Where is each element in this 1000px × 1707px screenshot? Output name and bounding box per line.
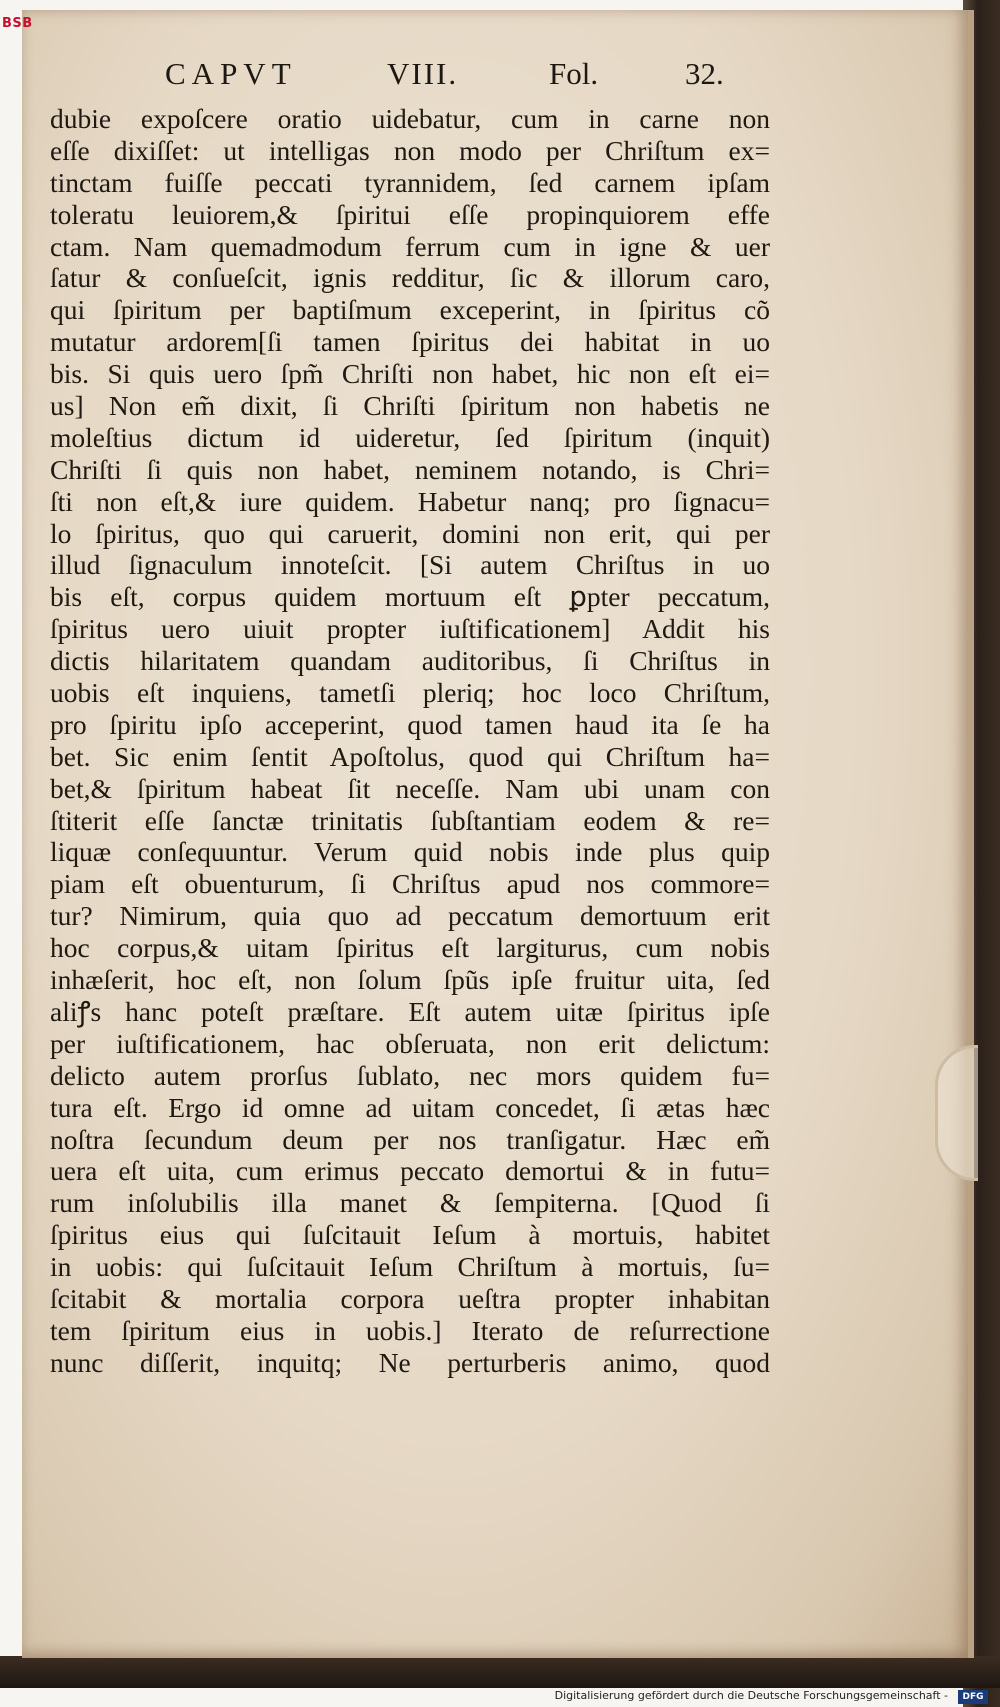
text-line: ſpiritus eius qui ſuſcitauit Ieſum à mortuis, habitet bbox=[50, 1219, 770, 1251]
text-line: hoc corpus,& uitam ſpiritus eſt largiturus, cum nobis bbox=[50, 932, 770, 964]
text-line: inhæſerit, hoc eſt, non ſolum ſpũs ipſe fruitur uita, ſed bbox=[50, 964, 770, 996]
text-line: bet. Sic enim ſentit Apoſtolus, quod qui Chriſtum ha= bbox=[50, 740, 770, 772]
dfg-logo: DFG bbox=[958, 1690, 988, 1704]
text-line: toleratu leuiorem,& ſpiritui eſſe propinquiorem effe bbox=[50, 198, 770, 230]
text-line: eſſe dixiſſet: ut intelligas non modo per Chriſtum ex= bbox=[50, 134, 770, 166]
text-line: ſatur & conſueſcit, ignis redditur, ſic & illorum caro, bbox=[50, 262, 770, 294]
text-line: bis eſt, corpus quidem mortuum eſt ꝑpter peccatum, bbox=[50, 581, 770, 613]
page-number: 32. bbox=[685, 56, 724, 91]
text-line: piam eſt obuenturum, ſi Chriſtus apud nos commore= bbox=[50, 868, 770, 900]
text-line: tura eſt. Ergo id omne ad uitam concedet, ſi ætas hæc bbox=[50, 1091, 770, 1123]
text-line: dictis hilaritatem quandam auditoribus, ſi Chriſtus in bbox=[50, 645, 770, 677]
text-line: us] Non em̃ dixit, ſi Chriſti ſpiritum non habetis ne bbox=[50, 390, 770, 422]
text-line: lo ſpiritus, quo qui caruerit, domini non erit, qui per bbox=[50, 517, 770, 549]
text-line: illud ſignaculum innoteſcit. [Si autem Chriſtus in uo bbox=[50, 549, 770, 581]
text-line: tem ſpiritum eius in uobis.] Iterato de reſurrectione bbox=[50, 1314, 770, 1346]
folio-label: Fol. bbox=[549, 56, 599, 91]
text-line: ſcitabit & mortalia corpora ueſtra propter inhabitan bbox=[50, 1282, 770, 1314]
page-clasp bbox=[935, 1045, 978, 1181]
text-line: uera eſt uita, cum erimus peccato demortui & in futu= bbox=[50, 1155, 770, 1187]
text-line: qui ſpiritum per baptiſmum exceperint, in ſpiritus cõ bbox=[50, 294, 770, 326]
chapter-label: CAPVT bbox=[165, 56, 297, 91]
text-line: aliꝭs hanc poteſt præſtare. Eſt autem uitæ ſpiritus ipſe bbox=[50, 995, 770, 1027]
body-text bbox=[50, 103, 770, 1379]
text-line: Chriſti ſi quis non habet, neminem notando, is Chri= bbox=[50, 453, 770, 485]
text-line: uobis eſt inquiens, tametſi pleriq; hoc loco Chriſtum, bbox=[50, 677, 770, 709]
text-line: rum inſolubilis illa manet & ſempiterna. [Quod ſi bbox=[50, 1187, 770, 1219]
text-line: in uobis: qui ſuſcitauit Ieſum Chriſtum à mortuis, ſu= bbox=[50, 1251, 770, 1283]
text-line: ſpiritus uero uiuit propter iuſtificationem] Addit his bbox=[50, 613, 770, 645]
running-head bbox=[165, 56, 745, 96]
text-line: tur? Nimirum, quia quo ad peccatum demortuum erit bbox=[50, 900, 770, 932]
text-line: ſtiterit eſſe ſanctæ trinitatis ſubſtantiam eodem & re= bbox=[50, 804, 770, 836]
text-line: mutatur ardorem[ſi tamen ſpiritus dei habitat in uo bbox=[50, 326, 770, 358]
text-line: bet,& ſpiritum habeat ſit neceſſe. Nam ubi unam con bbox=[50, 772, 770, 804]
text-line: moleſtius dictum id uideretur, ſed ſpiritum (inquit) bbox=[50, 421, 770, 453]
text-line: tinctam fuiſſe peccati tyrannidem, ſed carnem ipſam bbox=[50, 166, 770, 198]
text-line: ſti non eſt,& iure quidem. Habetur nanq; pro ſignacu= bbox=[50, 485, 770, 517]
text-line: nunc diſſerit, inquitq; Ne perturberis animo, quod bbox=[50, 1346, 770, 1378]
text-line: noſtra ſecundum deum per nos tranſigatur. Hæc em̃ bbox=[50, 1123, 770, 1155]
text-line: dubie expoſcere oratio uidebatur, cum in carne non bbox=[50, 103, 770, 134]
bsb-logo: BSB bbox=[2, 16, 33, 31]
text-line: pro ſpiritu ipſo acceperint, quod tamen haud ita ſe ha bbox=[50, 708, 770, 740]
text-line: per iuſtificationem, hac obſeruata, non erit delictum: bbox=[50, 1027, 770, 1059]
chapter-numeral: VIII. bbox=[387, 56, 459, 91]
text-line: liquæ conſequuntur. Verum quid nobis inde plus quip bbox=[50, 836, 770, 868]
digitization-credit: Digitalisierung gefördert durch die Deutsche Forschungsgemeinschaft - bbox=[554, 1689, 948, 1702]
text-line: ctam. Nam quemadmodum ferrum cum in igne & uer bbox=[50, 230, 770, 262]
text-line: bis. Si quis uero ſpm̃ Chriſti non habet, hic non eſt ei= bbox=[50, 358, 770, 390]
text-line: delicto autem prorſus ſublato, nec mors quidem fu= bbox=[50, 1059, 770, 1091]
scanner-margin-bottom bbox=[0, 1656, 1000, 1688]
